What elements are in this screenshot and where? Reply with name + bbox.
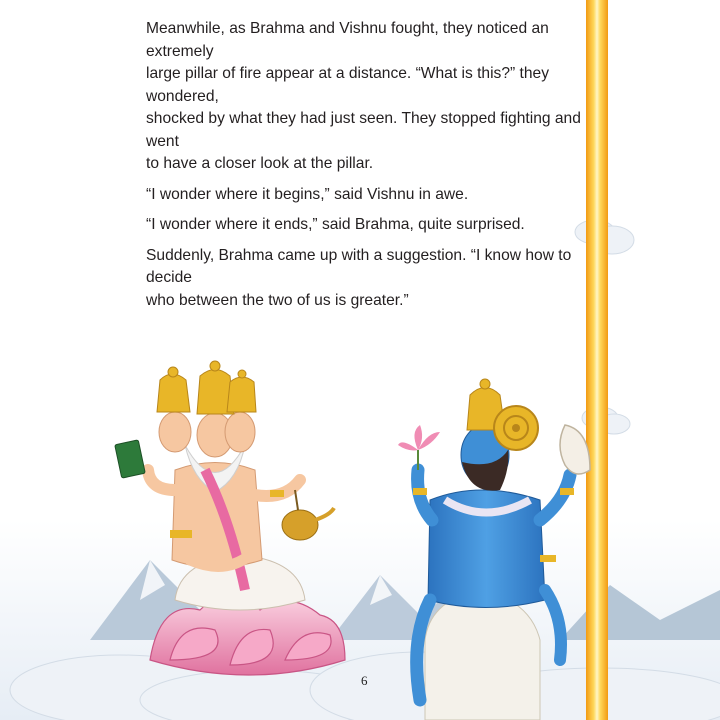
story-text	[146, 18, 586, 320]
story-paragraph: “I wonder where it ends,” said Brahma, quite surprised.	[146, 216, 525, 233]
story-paragraph: Meanwhile, as Brahma and Vishnu fought, they noticed an extremely large pillar of fire appear at a distance. “What is this?” they wondered, shocked by what they had just seen. They stopped fighting and went to have a closer look at the pillar.	[146, 20, 581, 172]
pillar-of-fire	[586, 0, 608, 720]
story-paragraph: Suddenly, Brahma came up with a suggestion. “I know how to decide who between the two of us is greater.”	[146, 246, 572, 309]
book-icon	[115, 440, 146, 478]
story-paragraph: “I wonder where it begins,” said Vishnu in awe.	[146, 185, 469, 203]
chakra-icon	[494, 406, 538, 450]
lotus-flower-icon	[398, 425, 440, 470]
page-number: 6	[361, 673, 368, 688]
brahma-crowns	[157, 361, 256, 414]
conch-icon	[560, 425, 590, 474]
